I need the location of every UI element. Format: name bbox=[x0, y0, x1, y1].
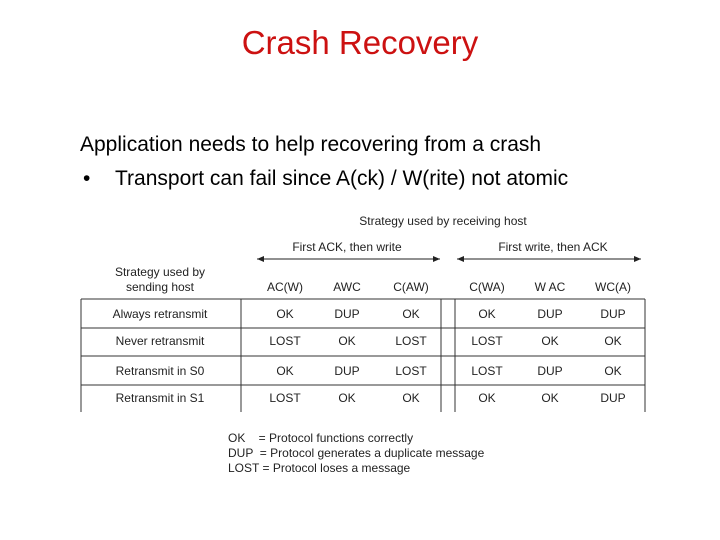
row-label: Never retransmit bbox=[115, 334, 205, 348]
row-label: Retransmit in S1 bbox=[115, 391, 205, 405]
body-text: Application needs to help recovering from a crash bbox=[80, 133, 542, 156]
row-label: Retransmit in S0 bbox=[115, 364, 205, 378]
col-header: AWC bbox=[333, 280, 361, 294]
slide-title: Crash Recovery bbox=[241, 24, 479, 61]
bullet-icon: • bbox=[83, 167, 91, 190]
legend-sep: = bbox=[253, 446, 271, 460]
table-cell: OK bbox=[276, 364, 294, 378]
row-label: Always retransmit bbox=[112, 307, 208, 321]
col-header: WC(A) bbox=[595, 280, 631, 294]
group-write-first-label: First write, then ACK bbox=[498, 240, 608, 254]
table-cell: OK bbox=[402, 307, 420, 321]
legend-key: OK bbox=[228, 431, 246, 445]
sending-host-header-line1: Strategy used by bbox=[114, 265, 206, 279]
col-header: AC(W) bbox=[267, 280, 303, 294]
table-cell: OK bbox=[478, 391, 496, 405]
table-cell: DUP bbox=[600, 307, 626, 321]
table-cell: LOST bbox=[395, 334, 427, 348]
table-cell: DUP bbox=[537, 307, 563, 321]
group-ack-first-label: First ACK, then write bbox=[292, 240, 402, 254]
table-cell: LOST bbox=[269, 334, 301, 348]
table-cell: OK bbox=[276, 307, 294, 321]
legend-sep: = bbox=[245, 431, 270, 445]
table-cell: LOST bbox=[471, 364, 503, 378]
col-header: C(WA) bbox=[469, 280, 505, 294]
legend-item bbox=[228, 431, 484, 446]
legend-text: Protocol loses a message bbox=[272, 461, 411, 475]
table-cell: DUP bbox=[334, 307, 360, 321]
table-cell: OK bbox=[478, 307, 496, 321]
table-cell: OK bbox=[338, 334, 356, 348]
table-cell: OK bbox=[541, 334, 559, 348]
table-cell: OK bbox=[338, 391, 356, 405]
table-cell: OK bbox=[604, 364, 622, 378]
table-cell: LOST bbox=[269, 391, 301, 405]
table-cell: OK bbox=[402, 391, 420, 405]
legend bbox=[228, 431, 484, 476]
table-cell: DUP bbox=[600, 391, 626, 405]
legend-text: Protocol functions correctly bbox=[269, 431, 414, 445]
sending-host-header-line2: sending host bbox=[125, 280, 195, 294]
legend-text: Protocol generates a duplicate message bbox=[270, 446, 485, 460]
table-cell: OK bbox=[541, 391, 559, 405]
table-cell: OK bbox=[604, 334, 622, 348]
legend-key: LOST bbox=[228, 461, 260, 475]
bullet-text: Transport can fail since A(ck) / W(rite) not atomic bbox=[115, 167, 569, 190]
col-header: W AC bbox=[534, 280, 566, 294]
legend-item bbox=[228, 461, 484, 476]
table-cell: LOST bbox=[471, 334, 503, 348]
legend-item bbox=[228, 446, 484, 461]
legend-sep: = bbox=[259, 461, 273, 475]
table-cell: LOST bbox=[395, 364, 427, 378]
table-cell: DUP bbox=[334, 364, 360, 378]
receiving-host-header: Strategy used by receiving host bbox=[359, 214, 527, 228]
col-header: C(AW) bbox=[393, 280, 429, 294]
legend-key: DUP bbox=[228, 446, 254, 460]
table-cell: DUP bbox=[537, 364, 563, 378]
